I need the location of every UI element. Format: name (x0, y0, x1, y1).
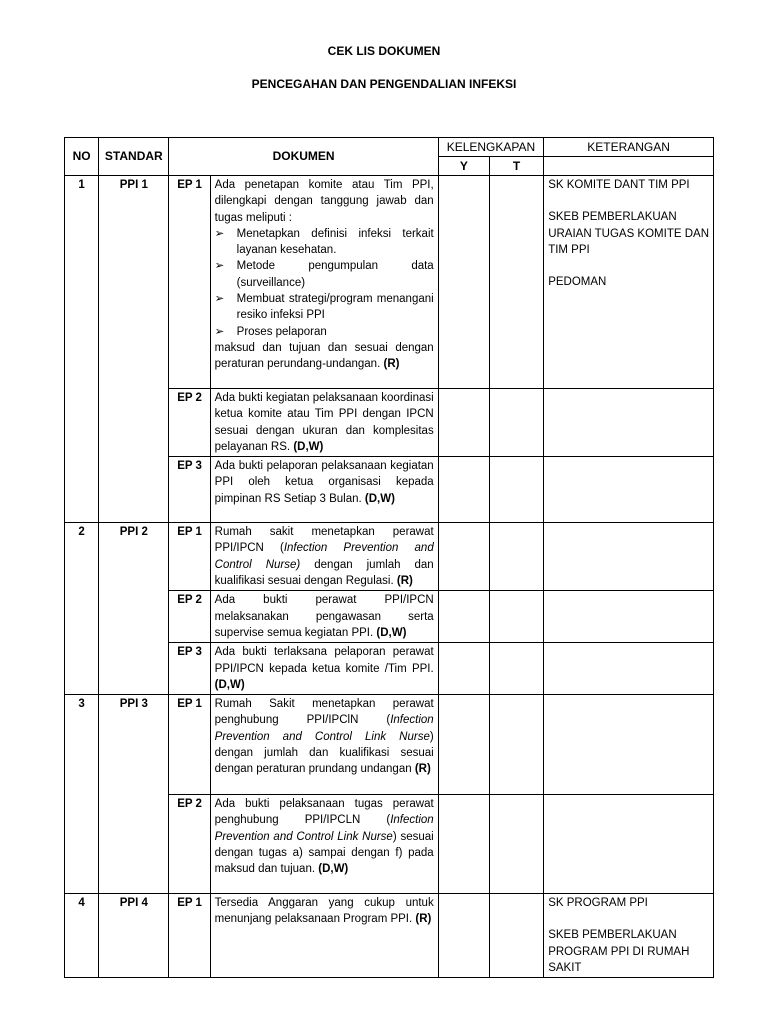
row-standar: PPI 4 (99, 894, 169, 978)
header-kelengkapan: KELENGKAPAN (438, 138, 543, 157)
arrow-bullet-icon: ➢ (214, 293, 225, 306)
check-y[interactable] (438, 795, 489, 894)
row-dokumen: Rumah Sakit menetapkan perawat penghubung PPI/IPClN (Infection Prevention and Control Link Nurse) dengan jumlah dan kualifikasi sesuai dengan peraturan prundang undangan (R) (210, 695, 438, 795)
keterangan-item: PEDOMAN (548, 276, 607, 289)
row-ep: EP 3 (169, 643, 210, 695)
row-keterangan (544, 457, 714, 523)
check-y[interactable] (438, 695, 489, 795)
check-y[interactable] (438, 894, 489, 978)
row-ep: EP 2 (169, 389, 210, 457)
keterangan-item: SKEB PEMBERLAKUAN URAIAN TUGAS KOMITE DAN TIM PPI (548, 211, 709, 256)
check-t[interactable] (489, 695, 543, 795)
check-t[interactable] (489, 643, 543, 695)
row-dokumen: Ada bukti pelaporan pelaksanaan kegiatan PPI oleh ketua organisasi kepada pimpinan RS Setiap 3 Bulan. (D,W) (210, 457, 438, 523)
check-y[interactable] (438, 523, 489, 591)
reference-code: (R) (415, 913, 432, 926)
row-dokumen: Ada bukti terlaksana pelaporan perawat PPI/IPCN kepada ketua komite /Tim PPI. (D,W) (210, 643, 438, 695)
bullet-item: ➢ Metode pengumpulan data (surveillance) (214, 260, 434, 289)
header-standar: STANDAR (99, 138, 169, 176)
row-dokumen (210, 176, 438, 389)
row-dokumen: Ada bukti pelaksanaan tugas perawat penghubung PPI/IPCLN (Infection Prevention and Control Link Nurse) sesuai dengan tugas a) sampai dengan f) pada maksud dan tujuan. (D,W) (210, 795, 438, 894)
row-ep: EP 1 (169, 523, 210, 591)
keterangan-item: SK KOMITE DANT TIM PPI (548, 179, 690, 191)
row-keterangan (544, 894, 714, 978)
arrow-bullet-icon: ➢ (214, 325, 225, 338)
document-subtitle: PENCEGAHAN DAN PENGENDALIAN INFEKSI (251, 77, 517, 91)
row-keterangan (544, 389, 714, 457)
row-no: 2 (65, 523, 99, 695)
row-ep: EP 3 (169, 457, 210, 523)
row-ep: EP 2 (169, 795, 210, 894)
reference-code: (D,W) (318, 863, 349, 876)
checklist-table (64, 137, 714, 978)
reference-code: (R) (383, 358, 400, 371)
keterangan-item: SKEB PEMBERLAKUAN PROGRAM PPI DI RUMAH SAKIT (548, 929, 690, 975)
reference-code: (R) (414, 763, 431, 776)
check-t[interactable] (489, 523, 543, 591)
check-y[interactable] (438, 457, 489, 523)
row-ep: EP 1 (169, 894, 210, 978)
row-ep: EP 2 (169, 591, 210, 643)
table-row (65, 695, 714, 795)
header-no: NO (65, 138, 99, 176)
reference-code: (D,W) (364, 492, 395, 505)
dokumen-outro: maksud dan tujuan dan sesuai dengan peraturan perundang-undangan. (R) (214, 341, 434, 371)
header-keterangan: KETERANGAN (544, 138, 714, 157)
table-row (65, 523, 714, 591)
reference-code: (D,W) (376, 626, 407, 639)
check-t[interactable] (489, 176, 543, 389)
row-standar: PPI 2 (99, 523, 169, 695)
dokumen-bullets (215, 226, 434, 340)
check-y[interactable] (438, 591, 489, 643)
row-dokumen: Ada bukti perawat PPI/IPCN melaksanakan pengawasan serta supervise semua kegiatan PPI. (D,W) (210, 591, 438, 643)
row-ep: EP 1 (169, 176, 210, 389)
header-y: Y (438, 157, 489, 176)
row-ep: EP 1 (169, 695, 210, 795)
row-keterangan (544, 695, 714, 795)
bullet-item: ➢ Menetapkan definisi infeksi terkait layanan kesehatan. (214, 227, 434, 257)
keterangan-item: SK PROGRAM PPI (548, 897, 648, 910)
table-row (65, 176, 714, 389)
row-no: 1 (65, 176, 99, 523)
row-standar: PPI 3 (99, 695, 169, 894)
reference-code: (R) (396, 575, 413, 588)
bullet-item: ➢ Membuat strategi/program menangani resiko infeksi PPI (214, 293, 434, 322)
row-keterangan (544, 176, 714, 389)
reference-code: (D,W) (293, 440, 324, 453)
bullet-item: ➢ Proses pelaporan (215, 324, 434, 340)
row-no: 4 (65, 894, 99, 978)
check-y[interactable] (438, 176, 489, 389)
row-dokumen: Ada bukti kegiatan pelaksanaan koordinasi ketua komite atau Tim PPI dengan IPCN sesuai dengan ukuran dan komplesitas pelayanan RS. (D,W) (210, 389, 438, 457)
check-y[interactable] (438, 389, 489, 457)
table-row (65, 894, 714, 978)
check-t[interactable] (489, 389, 543, 457)
row-keterangan (544, 523, 714, 591)
check-y[interactable] (438, 643, 489, 695)
document-title: CEK LIS DOKUMEN (327, 44, 441, 58)
header-t: T (489, 157, 543, 176)
row-keterangan (544, 643, 714, 695)
arrow-bullet-icon: ➢ (214, 260, 225, 273)
row-dokumen: Tersedia Anggaran yang cukup untuk menunjang pelaksanaan Program PPI. (R) (210, 894, 438, 978)
row-keterangan (544, 795, 714, 894)
row-dokumen: Rumah sakit menetapkan perawat PPI/IPCN (Infection Prevention and Control Nurse) dengan jumlah dan kualifikasi sesuai dengan Regulasi. (R) (210, 523, 438, 591)
row-standar: PPI 1 (99, 176, 169, 523)
check-t[interactable] (489, 591, 543, 643)
dokumen-intro: Ada penetapan komite atau Tim PPI, dilengkapi dengan tanggung jawab dan tugas meliputi : (214, 179, 434, 224)
check-t[interactable] (489, 457, 543, 523)
check-t[interactable] (489, 894, 543, 978)
arrow-bullet-icon: ➢ (214, 227, 225, 240)
header-dokumen: DOKUMEN (169, 138, 438, 176)
row-no: 3 (65, 695, 99, 894)
row-keterangan (544, 591, 714, 643)
reference-code: (D,W) (214, 678, 245, 691)
check-t[interactable] (489, 795, 543, 894)
